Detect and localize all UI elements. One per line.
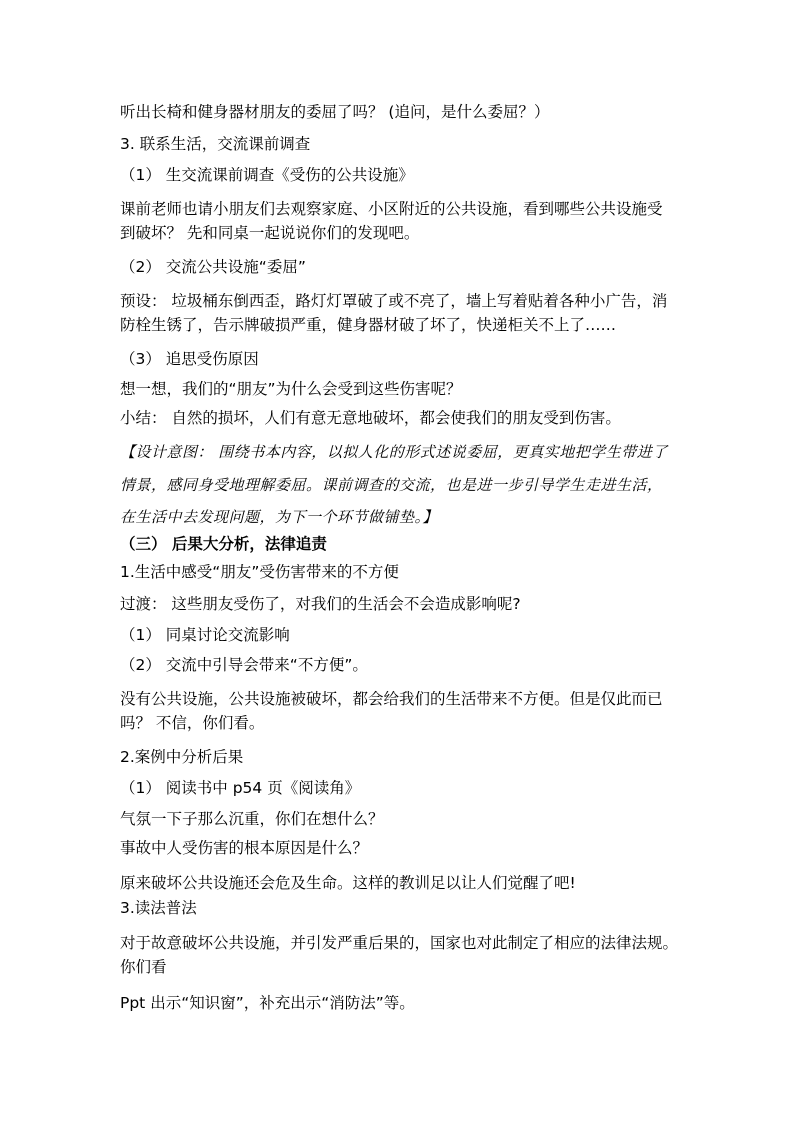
text-line: 吗？ 不信，你们看。 (120, 714, 265, 732)
text-line: 预设： 垃圾桶东倒西歪，路灯灯罩破了或不亮了，墙上写着贴着各种小广告，消 (120, 292, 668, 310)
text-line: 2.案例中分析后果 (120, 748, 244, 766)
text-line: 没有公共设施，公共设施被破坏，都会给我们的生活带来不方便。但是仅此而已 (120, 690, 663, 708)
text-line: （2） 交流公共设施“委屈” (120, 258, 306, 276)
text-line: 过渡： 这些朋友受伤了，对我们的生活会不会造成影响呢? (120, 595, 521, 613)
text-line: 原来破坏公共设施还会危及生命。这样的教训足以让人们觉醒了吧! (120, 874, 576, 892)
text-line: 听出长椅和健身器材朋友的委屈了吗？ (追问，是什么委屈？） (120, 103, 550, 121)
text-line: （2） 交流中引导会带来“不方便”。 (120, 656, 368, 674)
text-line: （3） 追思受伤原因 (120, 350, 259, 368)
text-line: 气氛一下子那么沉重，你们在想什么？ (120, 810, 384, 828)
text-line: Ppt 出示“知识窗”，补充出示“消防法”等。 (120, 994, 415, 1012)
text-line: 1.生活中感受“朋友”受伤害带来的不方便 (120, 563, 399, 581)
text-line: 对于故意破坏公共设施，并引发严重后果的，国家也对此制定了相应的法律法规。 (120, 934, 679, 952)
text-line: 事故中人受伤害的根本原因是什么？ (120, 839, 369, 857)
design-intent-line: 【设计意图： 围绕书本内容，以拟人化的形式述说委屈，更真实地把学生带进了 (120, 443, 668, 461)
text-line: 想一想，我们的“朋友”为什么会受到这些伤害呢？ (120, 380, 462, 398)
text-line: （1） 阅读书中 p54 页《阅读角》 (120, 779, 361, 797)
text-line: 防栓生锈了，告示牌破损严重，健身器材破了坏了，快递柜关不上了…… (120, 316, 617, 334)
text-line: 你们看 (120, 958, 167, 976)
text-line: 课前老师也请小朋友们去观察家庭、小区附近的公共设施，看到哪些公共设施受 (120, 200, 663, 218)
text-line: （1） 生交流课前调查《受伤的公共设施》 (120, 166, 414, 184)
text-line: （1） 同桌讨论交流影响 (120, 626, 290, 644)
design-intent-line: 情景，感同身受地理解委屈。课前调查的交流，也是进一步引导学生走进生活， (120, 476, 663, 494)
text-line: 3. 联系生活，交流课前调查 (120, 135, 311, 153)
text-line: 小结： 自然的损坏，人们有意无意地破坏，都会使我们的朋友受到伤害。 (120, 409, 621, 427)
design-intent-line: 在生活中去发现问题，为下一个环节做铺垫。】 (120, 508, 439, 526)
section-heading: （三） 后果大分析，法律追责 (120, 535, 327, 553)
text-line: 到破坏？ 先和同桌一起说说你们的发现吧。 (120, 224, 420, 242)
text-line: 3.读法普法 (120, 899, 197, 917)
